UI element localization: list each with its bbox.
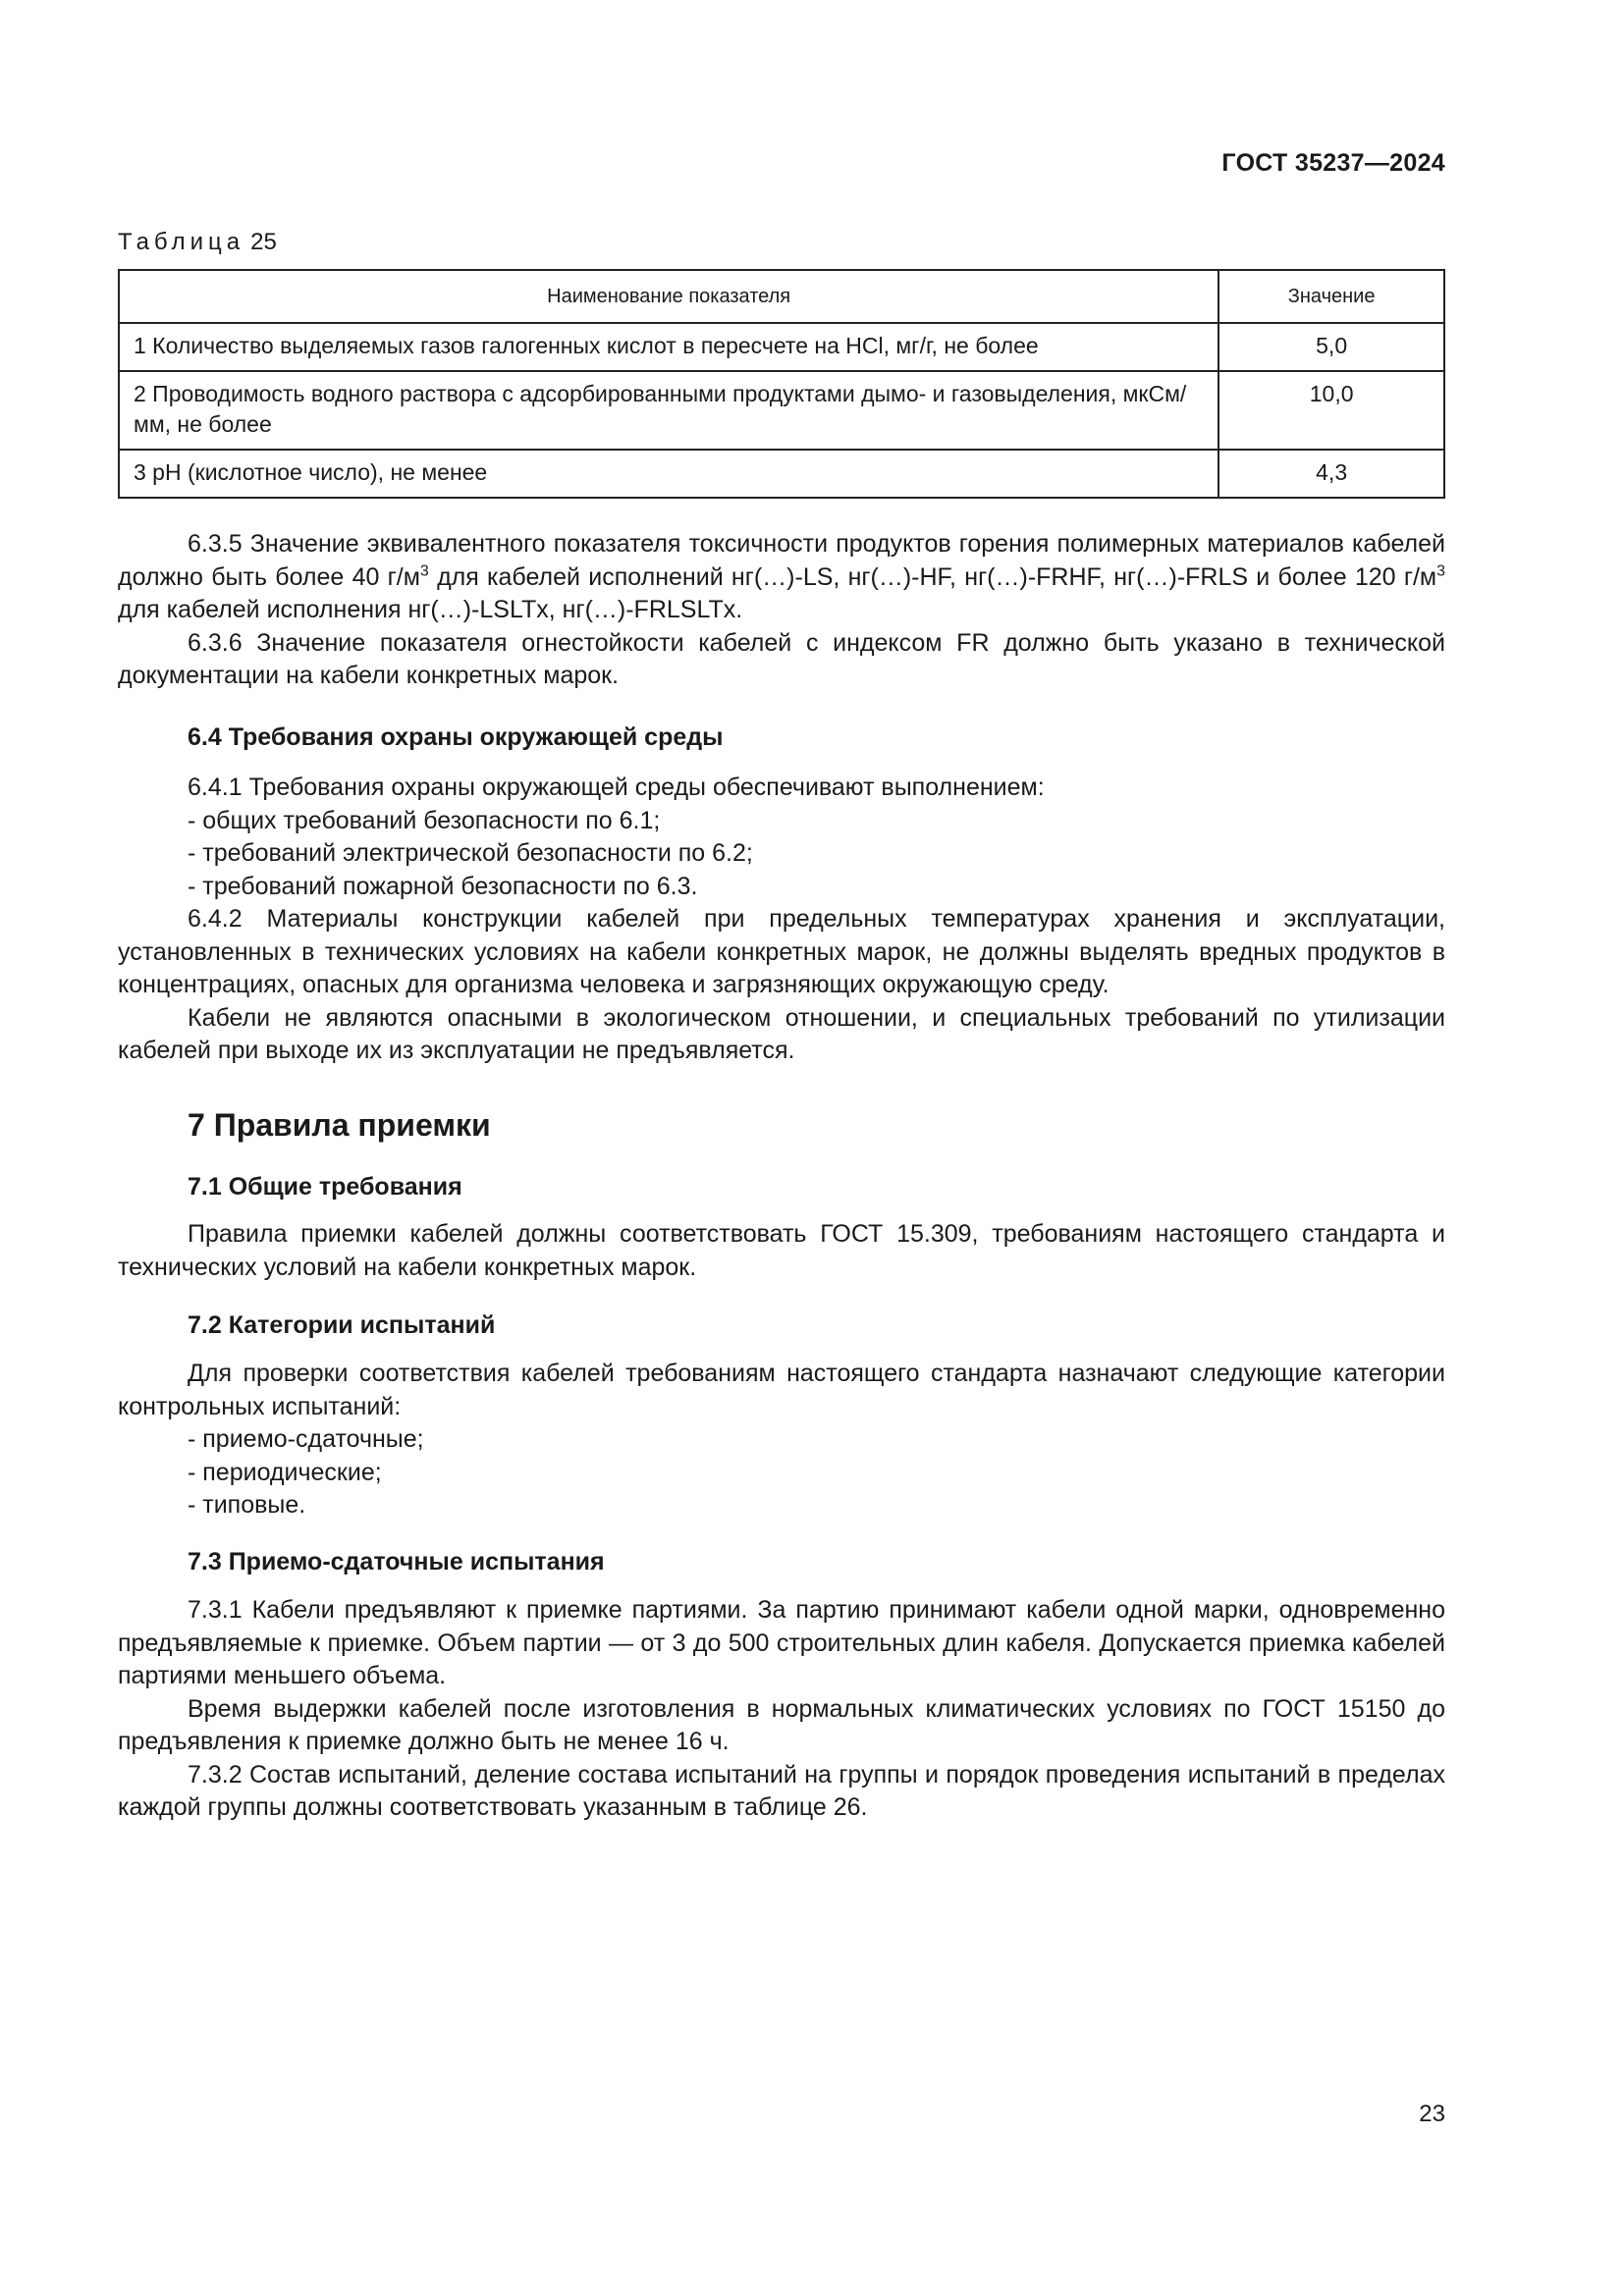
list-item: - типовые. bbox=[188, 1491, 306, 1519]
table-header-row bbox=[119, 270, 1444, 323]
paragraph-6-4-2: 6.4.2 Материалы конструкции кабелей при предельных температурах хранения и эксплуатации, установленных в технических условиях на кабели конкретных марок, не должны выделять вредных продуктов в концентрациях, опасных для организма человека и загрязняющих окружающую среду. bbox=[118, 905, 1445, 998]
text-run: для кабелей исполнений нг(…)-LS, нг(…)-HF, нг(…)-FRHF, нг(…)-FRLS и более 120 г/м bbox=[428, 562, 1437, 591]
section-7-2-body bbox=[118, 1358, 1445, 1522]
paragraph-6-4-1: 6.4.1 Требования охраны окружающей среды обеспечивают выполнением: bbox=[188, 774, 1045, 801]
text-run: 6.3.5 Значение эквивалентного показателя токсичности продуктов горения полимерных материалов кабелей должно быть более 40 г/м bbox=[118, 530, 1445, 591]
indicators-table bbox=[118, 269, 1445, 499]
document-header: ГОСТ 35237—2024 bbox=[1221, 149, 1445, 177]
paragraph-ecology: Кабели не являются опасными в экологическом отношении, и специальных требований по утилизации кабелей при выходе их из эксплуатации не предъявляется. bbox=[118, 1003, 1445, 1064]
section-6-4-body bbox=[118, 772, 1445, 1068]
superscript: 3 bbox=[419, 562, 429, 580]
table-row bbox=[119, 450, 1444, 498]
section-7 bbox=[118, 1109, 1445, 1143]
paragraph-7-2: Для проверки соответствия кабелей требованиям настоящего стандарта назначают следующие категории контрольных испытаний: bbox=[118, 1360, 1445, 1420]
table-caption-number: 25 bbox=[250, 229, 277, 255]
indicator-name: 3 рН (кислотное число), не менее bbox=[119, 450, 1218, 498]
indicator-name: 1 Количество выделяемых газов галогенных кислот в пересчете на HCl, мг/г, не более bbox=[119, 323, 1218, 371]
heading-7: 7 Правила приемки bbox=[188, 1107, 491, 1143]
column-header-name: Наименование показателя bbox=[119, 270, 1218, 323]
page-number: 23 bbox=[1419, 2101, 1445, 2127]
list-item: - общих требований безопасности по 6.1; bbox=[188, 806, 661, 834]
section-7-3 bbox=[118, 1546, 1445, 1579]
table-row bbox=[119, 323, 1444, 371]
section-6-4 bbox=[118, 721, 1445, 755]
section-7-1 bbox=[118, 1171, 1445, 1204]
paragraph-6-3-6: 6.3.6 Значение показателя огнестойкости кабелей с индексом FR должно быть указано в технической документации на кабели конкретных марок. bbox=[118, 628, 1445, 689]
indicator-value: 5,0 bbox=[1218, 323, 1444, 371]
table-caption bbox=[118, 229, 277, 256]
indicator-name: 2 Проводимость водного раствора с адсорбированными продуктами дымо- и газовыделения, мкСм/мм, не более bbox=[119, 371, 1218, 450]
section-7-3-body bbox=[118, 1594, 1445, 1825]
section-6-3-continued bbox=[118, 528, 1445, 693]
heading-7-3: 7.3 Приемо-сдаточные испытания bbox=[188, 1548, 605, 1575]
paragraph-7-3-1-hold-time: Время выдержки кабелей после изготовления в нормальных климатических условиях по ГОСТ 15150 до предъявления к приемке должно быть не менее 16 ч. bbox=[118, 1694, 1445, 1755]
paragraph-7-1: Правила приемки кабелей должны соответствовать ГОСТ 15.309, требованиям настоящего стандарта и технических условий на кабели конкретных марок. bbox=[118, 1220, 1445, 1281]
list-item: - требований электрической безопасности по 6.2; bbox=[188, 839, 753, 867]
paragraph-7-3-2: 7.3.2 Состав испытаний, деление состава испытаний на группы и порядок проведения испытаний в пределах каждой группы должны соответствовать указанным в таблице 26. bbox=[118, 1760, 1445, 1821]
heading-7-2: 7.2 Категории испытаний bbox=[188, 1311, 496, 1339]
indicator-value: 4,3 bbox=[1218, 450, 1444, 498]
table-caption-word: Таблица bbox=[118, 229, 245, 255]
superscript: 3 bbox=[1436, 562, 1445, 580]
text-run: для кабелей исполнения нг(…)-LSLTx, нг(…)-FRLSLTx. bbox=[118, 596, 743, 623]
table-row bbox=[119, 371, 1444, 450]
paragraph-7-3-1: 7.3.1 Кабели предъявляют к приемке партиями. За партию принимают кабели одной марки, одновременно предъявляемые к приемке. Объем партии — от 3 до 500 строительных длин кабеля. Допускается приемка кабелей партиями меньшего объема. bbox=[118, 1596, 1445, 1689]
heading-7-1: 7.1 Общие требования bbox=[188, 1173, 462, 1201]
section-7-2 bbox=[118, 1309, 1445, 1343]
list-item: - периодические; bbox=[188, 1458, 382, 1486]
section-7-1-body bbox=[118, 1218, 1445, 1284]
column-header-value: Значение bbox=[1218, 270, 1444, 323]
heading-6-4: 6.4 Требования охраны окружающей среды bbox=[188, 723, 724, 751]
list-item: - приемо-сдаточные; bbox=[188, 1425, 424, 1453]
paragraph-6-3-5 bbox=[118, 528, 1445, 627]
list-item: - требований пожарной безопасности по 6.3. bbox=[188, 872, 698, 900]
indicator-value: 10,0 bbox=[1218, 371, 1444, 450]
